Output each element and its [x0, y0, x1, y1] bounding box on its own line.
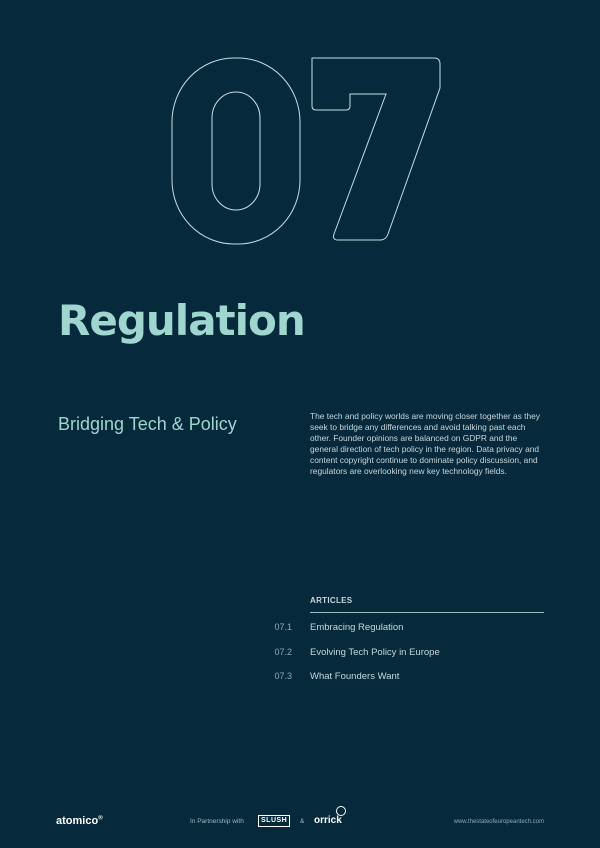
orrick-logo: orrick: [314, 815, 342, 826]
page-footer: [0, 812, 600, 836]
article-link-1[interactable]: [270, 622, 570, 636]
partnership-label: In Partnership with: [190, 818, 244, 825]
website-link[interactable]: www.thestateofeuropeantech.com: [453, 819, 544, 825]
chapter-intro: The tech and policy worlds are moving closer together as they seek to bridge any differences and avoid talking past each other. Founder opinions are balanced on GDPR and the general direction of tech policy in the region. Data privacy and content copyright continue to dominate policy discussion, and regulators are overlooking new key technology fields.: [310, 411, 540, 476]
atomico-logo: atomico®: [56, 815, 103, 827]
chapter-number-outline: [160, 48, 450, 248]
slush-logo: SLUSH: [258, 815, 290, 827]
ampersand: &: [300, 818, 305, 825]
articles-divider: [310, 612, 544, 613]
chapter-subtitle: Bridging Tech & Policy: [58, 414, 237, 434]
article-link-2[interactable]: [270, 647, 570, 661]
article-title: Embracing Regulation: [310, 622, 404, 633]
article-title: Evolving Tech Policy in Europe: [310, 647, 440, 658]
article-number: 07.3: [274, 671, 292, 681]
chapter-title: Regulation: [58, 296, 305, 345]
digit-zero-inner: [212, 92, 260, 210]
article-number: 07.2: [274, 647, 292, 657]
article-title: What Founders Want: [310, 671, 400, 682]
digit-seven: [312, 58, 440, 240]
article-link-3[interactable]: [270, 671, 570, 685]
orrick-logo-ring-icon: [336, 806, 346, 816]
digit-zero-outer: [172, 58, 300, 244]
article-number: 07.1: [274, 622, 292, 632]
articles-heading: ARTICLES: [310, 596, 353, 605]
